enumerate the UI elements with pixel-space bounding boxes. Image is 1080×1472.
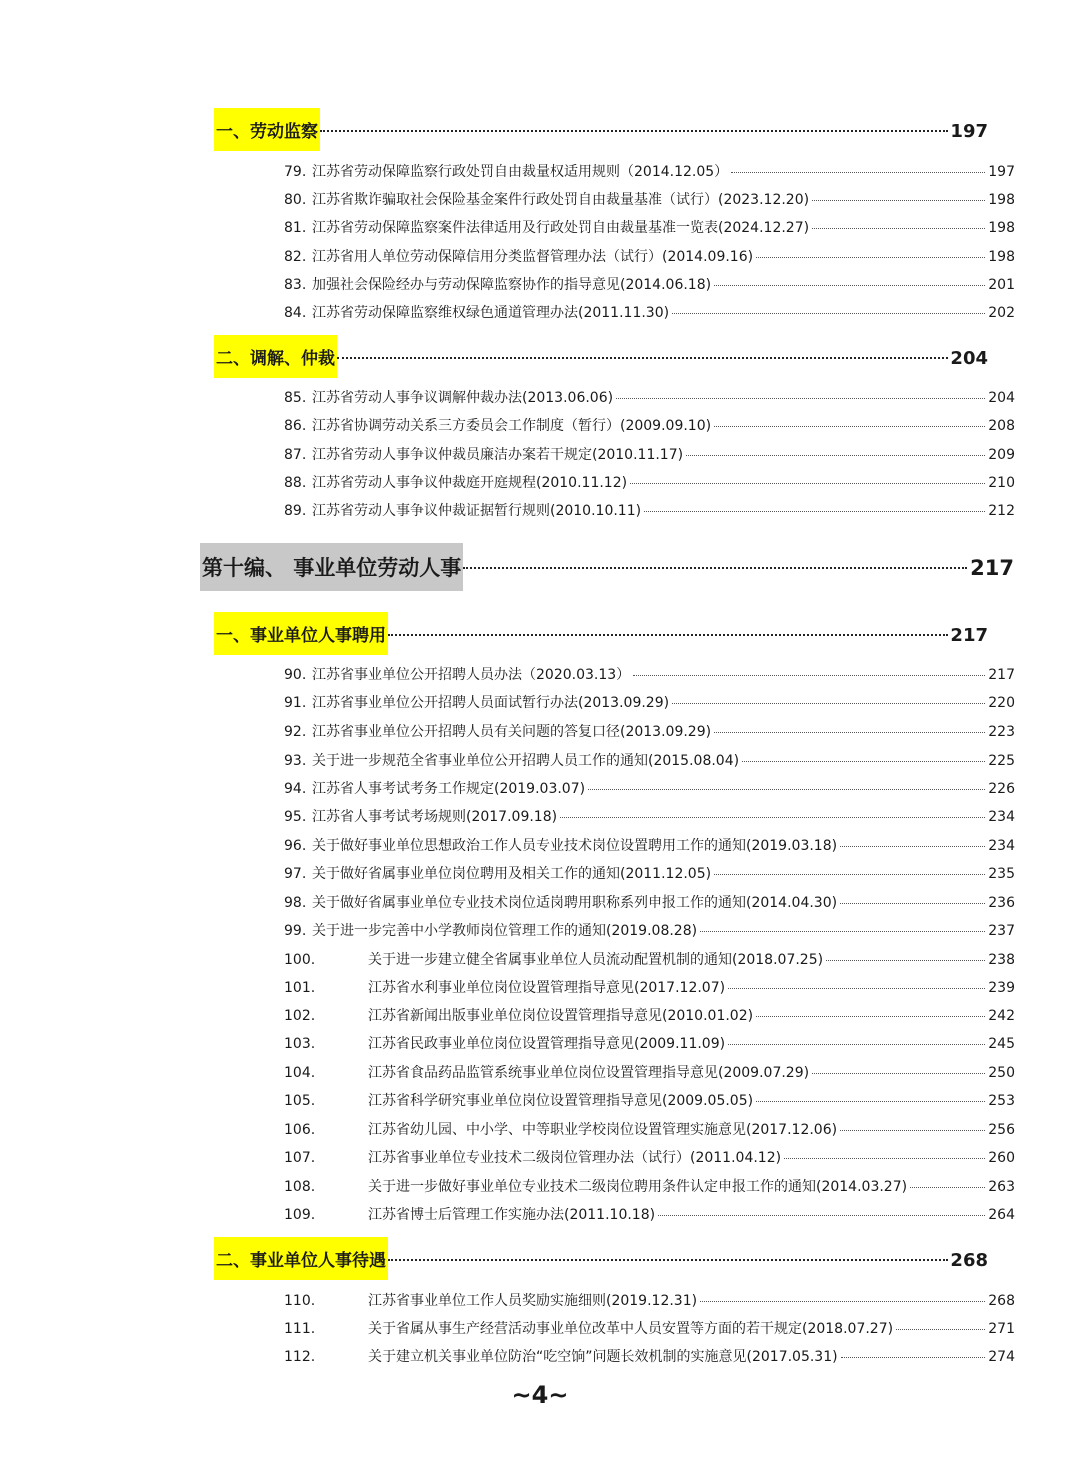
part-page-number: 217: [970, 556, 1014, 580]
section-title: 一、事业单位人事聘用: [214, 612, 388, 655]
entry-title: 江苏省科学研究事业单位岗位设置管理指导意见(2009.05.05): [368, 1093, 754, 1109]
toc-entry[interactable]: [284, 1176, 1015, 1196]
toc-entry[interactable]: [284, 1033, 1015, 1053]
toc-entry[interactable]: [284, 189, 1015, 209]
dot-leader: [812, 228, 985, 229]
entry-number: 81.: [284, 220, 307, 236]
entry-page-number: 225: [988, 753, 1015, 769]
dot-leader: [826, 960, 985, 961]
dot-leader: [756, 257, 985, 258]
entry-page-number: 217: [988, 667, 1015, 683]
toc-entry[interactable]: [284, 721, 1015, 741]
dot-leader: [728, 1044, 985, 1045]
entry-number: 96.: [284, 838, 307, 854]
toc-entry[interactable]: [284, 1290, 1015, 1310]
section-title: 一、劳动监察: [214, 108, 320, 151]
entry-title: 江苏省事业单位公开招聘人员面试暂行办法(2013.09.29): [312, 695, 670, 711]
entry-number: 111.: [284, 1321, 316, 1337]
entry-page-number: 238: [988, 952, 1015, 968]
section-page-number: 204: [950, 348, 988, 369]
dot-leader: [714, 285, 985, 286]
toc-entry[interactable]: [284, 977, 1015, 997]
entry-page-number: 235: [988, 866, 1015, 882]
dot-leader: [714, 426, 985, 427]
entry-title: 江苏省人事考试考场规则(2017.09.18): [312, 809, 558, 825]
toc-section-benefits[interactable]: [214, 1237, 988, 1280]
entry-title: 江苏省事业单位公开招聘人员有关问题的答复口径(2013.09.29): [312, 724, 712, 740]
entry-page-number: 260: [988, 1150, 1015, 1166]
entry-number: 110.: [284, 1293, 316, 1309]
dot-leader: [672, 703, 985, 704]
entry-page-number: 236: [988, 895, 1015, 911]
entry-number: 93.: [284, 753, 307, 769]
entry-number: 90.: [284, 667, 307, 683]
entry-title: 关于省属从事生产经营活动事业单位改革中人员安置等方面的若干规定(2018.07.27): [368, 1321, 894, 1337]
dot-leader: [731, 172, 985, 173]
entry-page-number: 256: [988, 1122, 1015, 1138]
dot-leader: [840, 903, 985, 904]
toc-entry[interactable]: [284, 1090, 1015, 1110]
dot-leader: [616, 398, 985, 399]
toc-entry[interactable]: [284, 500, 1015, 520]
entry-number: 108.: [284, 1179, 316, 1195]
toc-entry[interactable]: [284, 161, 1015, 181]
toc-entry[interactable]: [284, 415, 1015, 435]
entry-page-number: 208: [988, 418, 1015, 434]
dot-leader: [714, 732, 985, 733]
entry-title: 关于做好省属事业单位岗位聘用及相关工作的通知(2011.12.05): [312, 866, 712, 882]
entry-page-number: 226: [988, 781, 1015, 797]
toc-entry[interactable]: [284, 778, 1015, 798]
entry-page-number: 210: [988, 475, 1015, 491]
toc-entry[interactable]: [284, 835, 1015, 855]
dot-leader: [742, 761, 985, 762]
dot-leader: [840, 1130, 985, 1131]
dot-leader: [812, 1073, 985, 1074]
entry-title: 江苏省幼儿园、中小学、中等职业学校岗位设置管理实施意见(2017.12.06): [368, 1122, 838, 1138]
section-page-number: 268: [950, 1250, 988, 1271]
entry-page-number: 250: [988, 1065, 1015, 1081]
entry-title: 江苏省民政事业单位岗位设置管理指导意见(2009.11.09): [368, 1036, 726, 1052]
entry-number: 107.: [284, 1150, 316, 1166]
toc-entry[interactable]: [284, 1005, 1015, 1025]
entry-title: 江苏省劳动保障监察维权绿色通道管理办法(2011.11.30): [312, 305, 670, 321]
entry-number: 100.: [284, 952, 316, 968]
entry-title: 江苏省欺诈骗取社会保险基金案件行政处罚自由裁量基准（试行）(2023.12.20): [312, 192, 810, 208]
entry-page-number: 220: [988, 695, 1015, 711]
dot-leader: [337, 357, 948, 359]
toc-section-mediation-arbitration[interactable]: [214, 335, 988, 378]
toc-entry[interactable]: [284, 387, 1015, 407]
section-title: 二、事业单位人事待遇: [214, 1237, 388, 1280]
entry-number: 97.: [284, 866, 307, 882]
toc-entry[interactable]: [284, 1147, 1015, 1167]
entry-page-number: 198: [988, 249, 1015, 265]
entry-number: 94.: [284, 781, 307, 797]
entry-title: 关于做好省属事业单位专业技术岗位适岗聘用职称系列申报工作的通知(2014.04.30): [312, 895, 838, 911]
toc-entry[interactable]: [284, 302, 1015, 322]
entry-title: 关于进一步建立健全省属事业单位人员流动配置机制的通知(2018.07.25): [368, 952, 824, 968]
entry-page-number: 271: [988, 1321, 1015, 1337]
entry-page-number: 202: [988, 305, 1015, 321]
entry-page-number: 212: [988, 503, 1015, 519]
entry-number: 84.: [284, 305, 307, 321]
dot-leader: [658, 1215, 985, 1216]
entry-page-number: 198: [988, 192, 1015, 208]
entry-page-number: 223: [988, 724, 1015, 740]
entry-number: 82.: [284, 249, 307, 265]
entry-title: 关于进一步规范全省事业单位公开招聘人员工作的通知(2015.08.04): [312, 753, 740, 769]
section-page-number: 197: [950, 121, 988, 142]
entry-page-number: 239: [988, 980, 1015, 996]
entry-page-number: 204: [988, 390, 1015, 406]
toc-entry[interactable]: [284, 1119, 1015, 1139]
entry-number: 88.: [284, 475, 307, 491]
toc-part-heading[interactable]: [200, 543, 1014, 591]
toc-entry[interactable]: [284, 1062, 1015, 1082]
dot-leader: [388, 1259, 948, 1261]
toc-entry[interactable]: [284, 806, 1015, 826]
entry-title: 江苏省水利事业单位岗位设置管理指导意见(2017.12.07): [368, 980, 726, 996]
dot-leader: [714, 874, 985, 875]
dot-leader: [560, 817, 985, 818]
section-title: 二、调解、仲裁: [214, 335, 337, 378]
entry-title: 江苏省用人单位劳动保障信用分类监督管理办法（试行）(2014.09.16): [312, 249, 754, 265]
entry-number: 105.: [284, 1093, 316, 1109]
entry-title: 江苏省食品药品监管系统事业单位岗位设置管理指导意见(2009.07.29): [368, 1065, 810, 1081]
toc-entry[interactable]: [284, 949, 1015, 969]
toc-entry[interactable]: [284, 920, 1015, 940]
toc-entry[interactable]: [284, 892, 1015, 912]
toc-section-labor-inspection[interactable]: [214, 108, 988, 151]
entry-page-number: 253: [988, 1093, 1015, 1109]
dot-leader: [784, 1158, 985, 1159]
entry-title: 江苏省劳动保障监察行政处罚自由裁量权适用规则（2014.12.05）: [312, 164, 729, 180]
entry-title: 江苏省劳动人事争议仲裁证据暂行规则(2010.10.11): [312, 503, 642, 519]
entry-number: 102.: [284, 1008, 316, 1024]
dot-leader: [320, 130, 948, 132]
entry-number: 86.: [284, 418, 307, 434]
entry-page-number: 274: [988, 1349, 1015, 1365]
entry-page-number: 201: [988, 277, 1015, 293]
entry-title: 江苏省博士后管理工作实施办法(2011.10.18): [368, 1207, 656, 1223]
toc-entry[interactable]: [284, 217, 1015, 237]
entry-number: 92.: [284, 724, 307, 740]
dot-leader: [756, 1101, 985, 1102]
entry-number: 87.: [284, 447, 307, 463]
entry-title: 江苏省事业单位专业技术二级岗位管理办法（试行）(2011.04.12): [368, 1150, 782, 1166]
toc-section-recruitment[interactable]: [214, 612, 988, 655]
entry-number: 99.: [284, 923, 307, 939]
dot-leader: [672, 313, 985, 314]
entry-title: 江苏省人事考试考务工作规定(2019.03.07): [312, 781, 586, 797]
entry-title: 江苏省事业单位工作人员奖励实施细则(2019.12.31): [368, 1293, 698, 1309]
part-title: 第十编、 事业单位劳动人事: [200, 543, 463, 591]
toc-entry[interactable]: [284, 664, 1015, 684]
entry-title: 江苏省劳动人事争议调解仲裁办法(2013.06.06): [312, 390, 614, 406]
entry-number: 79.: [284, 164, 307, 180]
entry-number: 80.: [284, 192, 307, 208]
entry-number: 103.: [284, 1036, 316, 1052]
dot-leader: [700, 931, 985, 932]
toc-entry[interactable]: [284, 472, 1015, 492]
entry-number: 101.: [284, 980, 316, 996]
entry-page-number: 268: [988, 1293, 1015, 1309]
section-page-number: 217: [950, 625, 988, 646]
toc-entry[interactable]: [284, 274, 1015, 294]
dot-leader: [700, 1301, 985, 1302]
toc-entry[interactable]: [284, 444, 1015, 464]
dot-leader: [686, 455, 985, 456]
dot-leader: [630, 483, 985, 484]
toc-entry[interactable]: [284, 750, 1015, 770]
entry-page-number: 242: [988, 1008, 1015, 1024]
dot-leader: [756, 1016, 985, 1017]
entry-number: 104.: [284, 1065, 316, 1081]
entry-page-number: 209: [988, 447, 1015, 463]
entry-page-number: 263: [988, 1179, 1015, 1195]
entry-number: 91.: [284, 695, 307, 711]
entry-title: 加强社会保险经办与劳动保障监察协作的指导意见(2014.06.18): [312, 277, 712, 293]
dot-leader: [463, 567, 967, 569]
toc-entry[interactable]: [284, 246, 1015, 266]
toc-entry[interactable]: [284, 692, 1015, 712]
dot-leader: [644, 511, 985, 512]
entry-number: 89.: [284, 503, 307, 519]
entry-page-number: 198: [988, 220, 1015, 236]
dot-leader: [812, 200, 985, 201]
entry-title: 江苏省劳动人事争议仲裁庭开庭规程(2010.11.12): [312, 475, 628, 491]
dot-leader: [841, 1357, 986, 1358]
entry-page-number: 264: [988, 1207, 1015, 1223]
entry-title: 关于建立机关事业单位防治“吃空饷”问题长效机制的实施意见(2017.05.31): [368, 1349, 838, 1365]
dot-leader: [728, 988, 985, 989]
page-footer-number: ~4~: [511, 1381, 569, 1409]
entry-title: 江苏省协调劳动关系三方委员会工作制度（暂行）(2009.09.10): [312, 418, 712, 434]
dot-leader: [910, 1187, 985, 1188]
toc-entry[interactable]: [284, 1318, 1015, 1338]
entry-number: 106.: [284, 1122, 316, 1138]
dot-leader: [896, 1329, 985, 1330]
entry-page-number: 245: [988, 1036, 1015, 1052]
entry-page-number: 197: [988, 164, 1015, 180]
entry-page-number: 234: [988, 809, 1015, 825]
toc-entry[interactable]: [284, 863, 1015, 883]
entry-title: 江苏省新闻出版事业单位岗位设置管理指导意见(2010.01.02): [368, 1008, 754, 1024]
dot-leader: [588, 789, 985, 790]
entry-title: 江苏省劳动人事争议仲裁员廉洁办案若干规定(2010.11.17): [312, 447, 684, 463]
entry-number: 83.: [284, 277, 307, 293]
dot-leader: [633, 675, 985, 676]
entry-title: 江苏省事业单位公开招聘人员办法（2020.03.13）: [312, 667, 631, 683]
dot-leader: [388, 634, 948, 636]
entry-number: 112.: [284, 1349, 316, 1365]
entry-number: 98.: [284, 895, 307, 911]
entry-title: 关于进一步完善中小学教师岗位管理工作的通知(2019.08.28): [312, 923, 698, 939]
toc-entry[interactable]: [284, 1346, 1015, 1366]
entry-page-number: 234: [988, 838, 1015, 854]
entry-number: 85.: [284, 390, 307, 406]
entry-page-number: 237: [988, 923, 1015, 939]
entry-title: 关于做好事业单位思想政治工作人员专业技术岗位设置聘用工作的通知(2019.03.18): [312, 838, 838, 854]
entry-title: 关于进一步做好事业单位专业技术二级岗位聘用条件认定申报工作的通知(2014.03.27): [368, 1179, 908, 1195]
toc-entry[interactable]: [284, 1204, 1015, 1224]
entry-number: 109.: [284, 1207, 316, 1223]
entry-number: 95.: [284, 809, 307, 825]
dot-leader: [840, 846, 985, 847]
entry-title: 江苏省劳动保障监察案件法律适用及行政处罚自由裁量基准一览表(2024.12.27): [312, 220, 810, 236]
